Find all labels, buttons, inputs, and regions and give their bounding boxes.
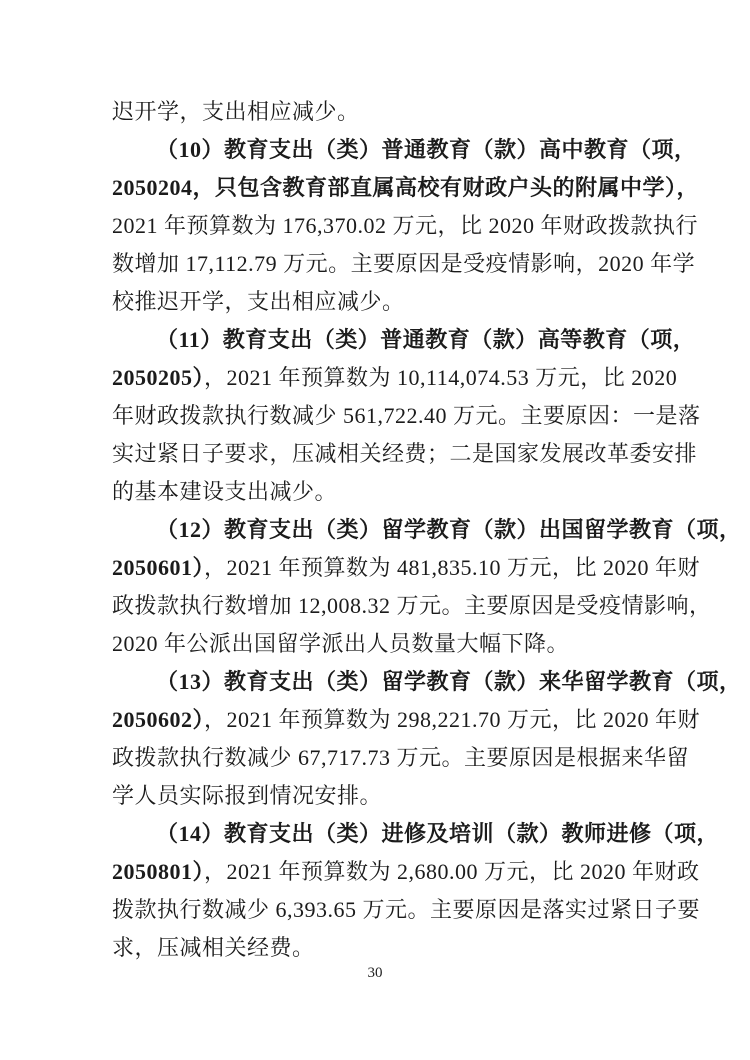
text-segment: 的基本建设支出减少。 <box>112 479 338 504</box>
text-segment-bold: 2050204，只包含教育部直属高校有财政户头的附属中学）， <box>112 175 700 200</box>
text-segment-bold: （11）教育支出（类）普通教育（款）高等教育（项， <box>156 327 696 352</box>
text-line <box>112 169 700 207</box>
text-segment: 年财政拨款执行数减少 561,722.40 万元。主要原因：一是落 <box>112 403 701 428</box>
text-segment: 求，压减相关经费。 <box>112 935 315 960</box>
text-segment-bold: （13）教育支出（类）留学教育（款）来华留学教育（项， <box>156 669 742 694</box>
text-line <box>112 739 690 777</box>
text-line <box>112 93 642 131</box>
text-segment-bold: 2050601） <box>112 555 205 580</box>
text-segment-bold: 2050801） <box>112 859 205 884</box>
text-line <box>112 435 698 473</box>
text-segment: 2021 年预算数为 176,370.02 万元，比 2020 年财政拨款执行 <box>112 213 699 238</box>
text-line <box>112 283 642 321</box>
text-segment: 迟开学，支出相应减少。 <box>112 99 360 124</box>
text-line <box>112 359 678 397</box>
text-line <box>112 131 697 169</box>
text-segment: 拨款执行数减少 6,393.65 万元。主要原因是落实过紧日子要 <box>112 897 701 922</box>
text-segment: 政拨款执行数增加 12,008.32 万元。主要原因是受疫情影响， <box>112 593 712 618</box>
text-segment: 数增加 17,112.79 万元。主要原因是受疫情影响，2020 年学 <box>112 251 696 276</box>
text-segment: ，2021 年预算数为 10,114,074.53 万元，比 2020 <box>204 365 678 390</box>
text-line <box>112 663 742 701</box>
text-line <box>112 815 720 853</box>
text-segment: ，2021 年预算数为 2,680.00 万元，比 2020 年财政 <box>204 859 700 884</box>
text-segment-bold: （14）教育支出（类）进修及培训（款）教师进修（项， <box>156 821 720 846</box>
text-segment: ，2021 年预算数为 481,835.10 万元，比 2020 年财 <box>204 555 701 580</box>
text-line <box>112 625 642 663</box>
text-line <box>112 245 696 283</box>
text-line <box>112 321 696 359</box>
text-line <box>112 587 712 625</box>
text-line <box>112 891 701 929</box>
text-segment-bold: （12）教育支出（类）留学教育（款）出国留学教育（项， <box>156 517 742 542</box>
text-segment: 2020 年公派出国留学派出人员数量大幅下降。 <box>112 631 570 656</box>
text-segment-bold: 2050205） <box>112 365 205 390</box>
text-segment: 政拨款执行数减少 67,717.73 万元。主要原因是根据来华留 <box>112 745 690 770</box>
page-number: 30 <box>367 965 383 981</box>
text-line <box>112 549 701 587</box>
document-body <box>112 93 742 967</box>
text-line <box>112 397 701 435</box>
text-segment: ，2021 年预算数为 298,221.70 万元，比 2020 年财 <box>204 707 701 732</box>
text-segment: 校推迟开学，支出相应减少。 <box>112 289 405 314</box>
text-segment-bold: （10）教育支出（类）普通教育（款）高中教育（项， <box>156 137 697 162</box>
text-line <box>112 853 700 891</box>
text-segment-bold: 2050602） <box>112 707 205 732</box>
text-line <box>112 473 642 511</box>
text-line <box>112 207 699 245</box>
text-line <box>112 511 742 549</box>
text-line <box>112 929 642 967</box>
text-segment: 学人员实际报到情况安排。 <box>112 783 383 808</box>
text-line <box>112 777 642 815</box>
text-line <box>112 701 701 739</box>
text-segment: 实过紧日子要求，压减相关经费；二是国家发展改革委安排 <box>112 441 698 466</box>
